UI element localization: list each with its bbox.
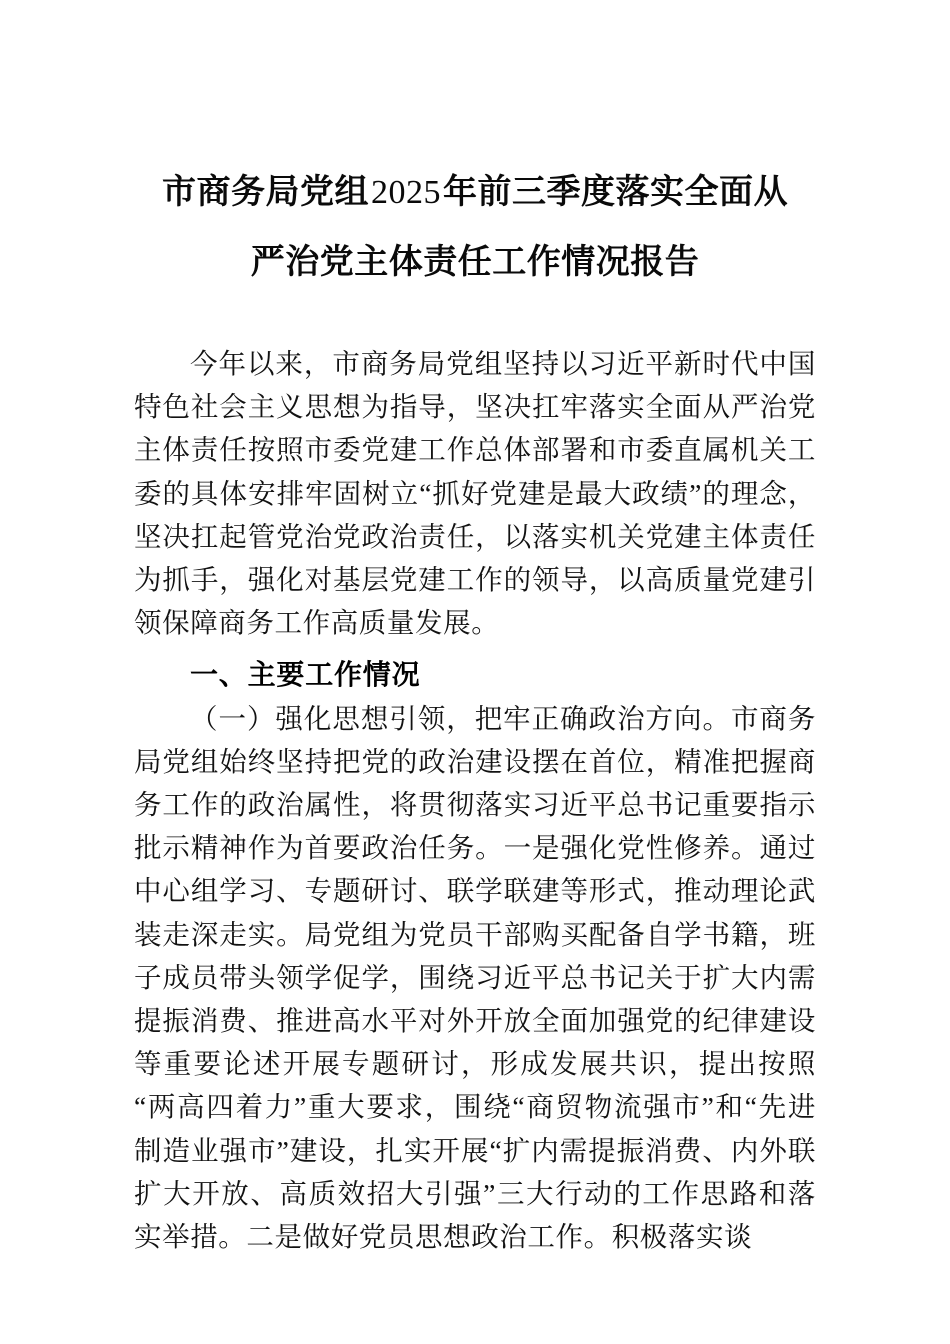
document-title (134, 0, 816, 298)
section-heading-main-work: 一、主要工作情况 (190, 659, 421, 691)
title-segment-after-year: 年前三季度落实全面从 (443, 174, 788, 211)
paragraph-strengthen-ideological-guidance: （一）强化思想引领，把牢正确政治方向。市商务局党组始终坚持把党的政治建设摆在首位，精准把握商务工作的政治属性，将贯彻落实习近平总书记重要指示批示精神作为首要政治任务。一是强化党性修养。通过中心组学习、专题研讨、联学联建等形式，推动理论武装走深走实。局党组为党员干部购买配备自学书籍，班子成员带头领学促学，围绕习近平总书记关于扩大内需提振消费、推进高水平对外开放全面加强党的纪律建设等重要论述开展专题研讨，形成发展共识，提出按照“两高四着力”重大要求，围绕“商贸物流强市”和“先进制造业强市”建设，扎实开展“扩内需提振消费、内外联扩大开放、高质效招大引强”三大行动的工作思路和落实举措。二是做好党员思想政治工作。积极落实谈 (134, 702, 816, 1253)
opening-paragraph: 今年以来，市商务局党组坚持以习近平新时代中国特色社会主义思想为指导，坚决扛牢落实全面从严治党主体责任按照市委党建工作总体部署和市委直属机关工委的具体安排牢固树立“抓好党建是最大政绩”的理念，坚决扛起管党治党政治责任，以落实机关党建主体责任为抓手，强化对基层党建工作的领导，以高质量党建引领保障商务工作高质量发展。 (134, 348, 816, 639)
title-line-two: 严治党主体责任工作情况报告 (250, 244, 700, 281)
document-content (134, 0, 816, 1258)
title-segment-before-year: 市商务局党组 (162, 174, 369, 211)
title-year: 2025 (371, 174, 441, 211)
